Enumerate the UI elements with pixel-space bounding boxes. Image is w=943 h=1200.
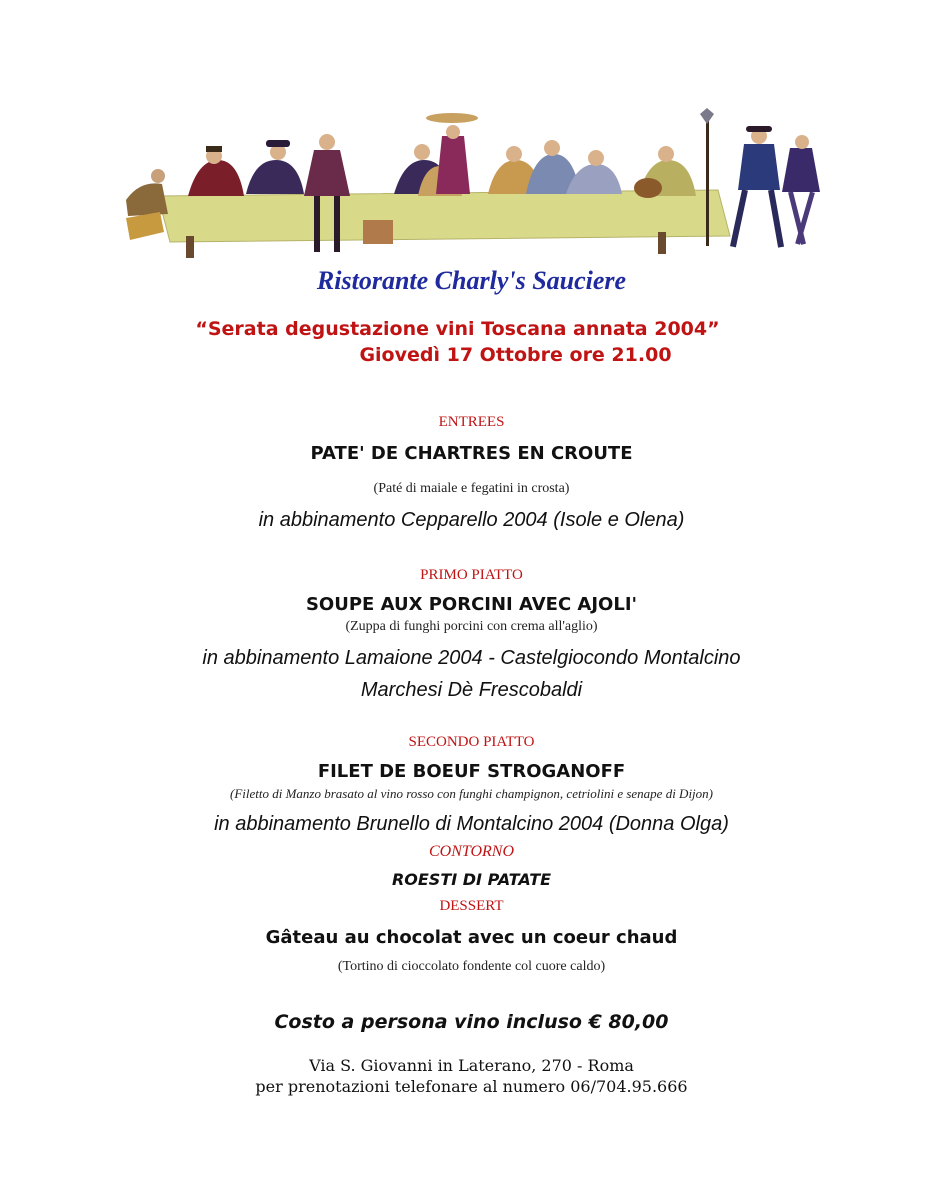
dish-contorno: ROESTI DI PATATE	[391, 870, 552, 889]
description-secondo: (Filetto di Manzo brasato al vino rosso con funghi champignon, cetriolini e senape di Dijon)	[230, 786, 713, 801]
banquet-illustration	[118, 108, 848, 266]
section-label-secondo: SECONDO PIATTO	[408, 734, 535, 750]
description-dessert: (Tortino di cioccolato fondente col cuore caldo)	[337, 959, 606, 974]
wine-pairing-primo: in abbinamento Lamaione 2004 - Castelgiocondo Montalcino	[202, 647, 741, 669]
wine-pairing-secondo: in abbinamento Brunello di Montalcino 2004 (Donna Olga)	[214, 813, 729, 835]
address-line: Via S. Giovanni in Laterano, 270 - Roma	[309, 1056, 634, 1075]
wine-pairing-entrees: in abbinamento Cepparello 2004 (Isole e Olena)	[258, 509, 685, 531]
event-title: “Serata degustazione vini Toscana annata 2004”	[195, 318, 720, 340]
dish-secondo: FILET DE BOEUF STROGANOFF	[317, 761, 626, 782]
section-label-dessert: DESSERT	[439, 898, 504, 914]
description-primo: (Zuppa di funghi porcini con crema all'aglio)	[345, 619, 598, 634]
wine-pairing-primo-producer: Marchesi Dè Frescobaldi	[360, 679, 583, 701]
event-date: Giovedì 17 Ottobre ore 21.00	[359, 344, 672, 366]
dish-entrees: PATE' DE CHARTRES EN CROUTE	[310, 443, 633, 464]
restaurant-name: Ristorante Charly's Sauciere	[316, 266, 627, 295]
dish-dessert: Gâteau au chocolat avec un coeur chaud	[265, 927, 678, 948]
price-line: Costo a persona vino incluso € 80,00	[274, 1011, 669, 1033]
description-entrees: (Paté di maiale e fegatini in crosta)	[373, 481, 570, 496]
banquet-table	[158, 190, 730, 242]
section-label-contorno: CONTORNO	[428, 843, 515, 860]
dish-primo: SOUPE AUX PORCINI AVEC AJOLI'	[305, 594, 638, 615]
section-label-primo: PRIMO PIATTO	[420, 567, 523, 583]
section-label-entrees: ENTREES	[438, 414, 505, 430]
booking-phone-line: per prenotazioni telefonare al numero 06/704.95.666	[255, 1077, 688, 1096]
